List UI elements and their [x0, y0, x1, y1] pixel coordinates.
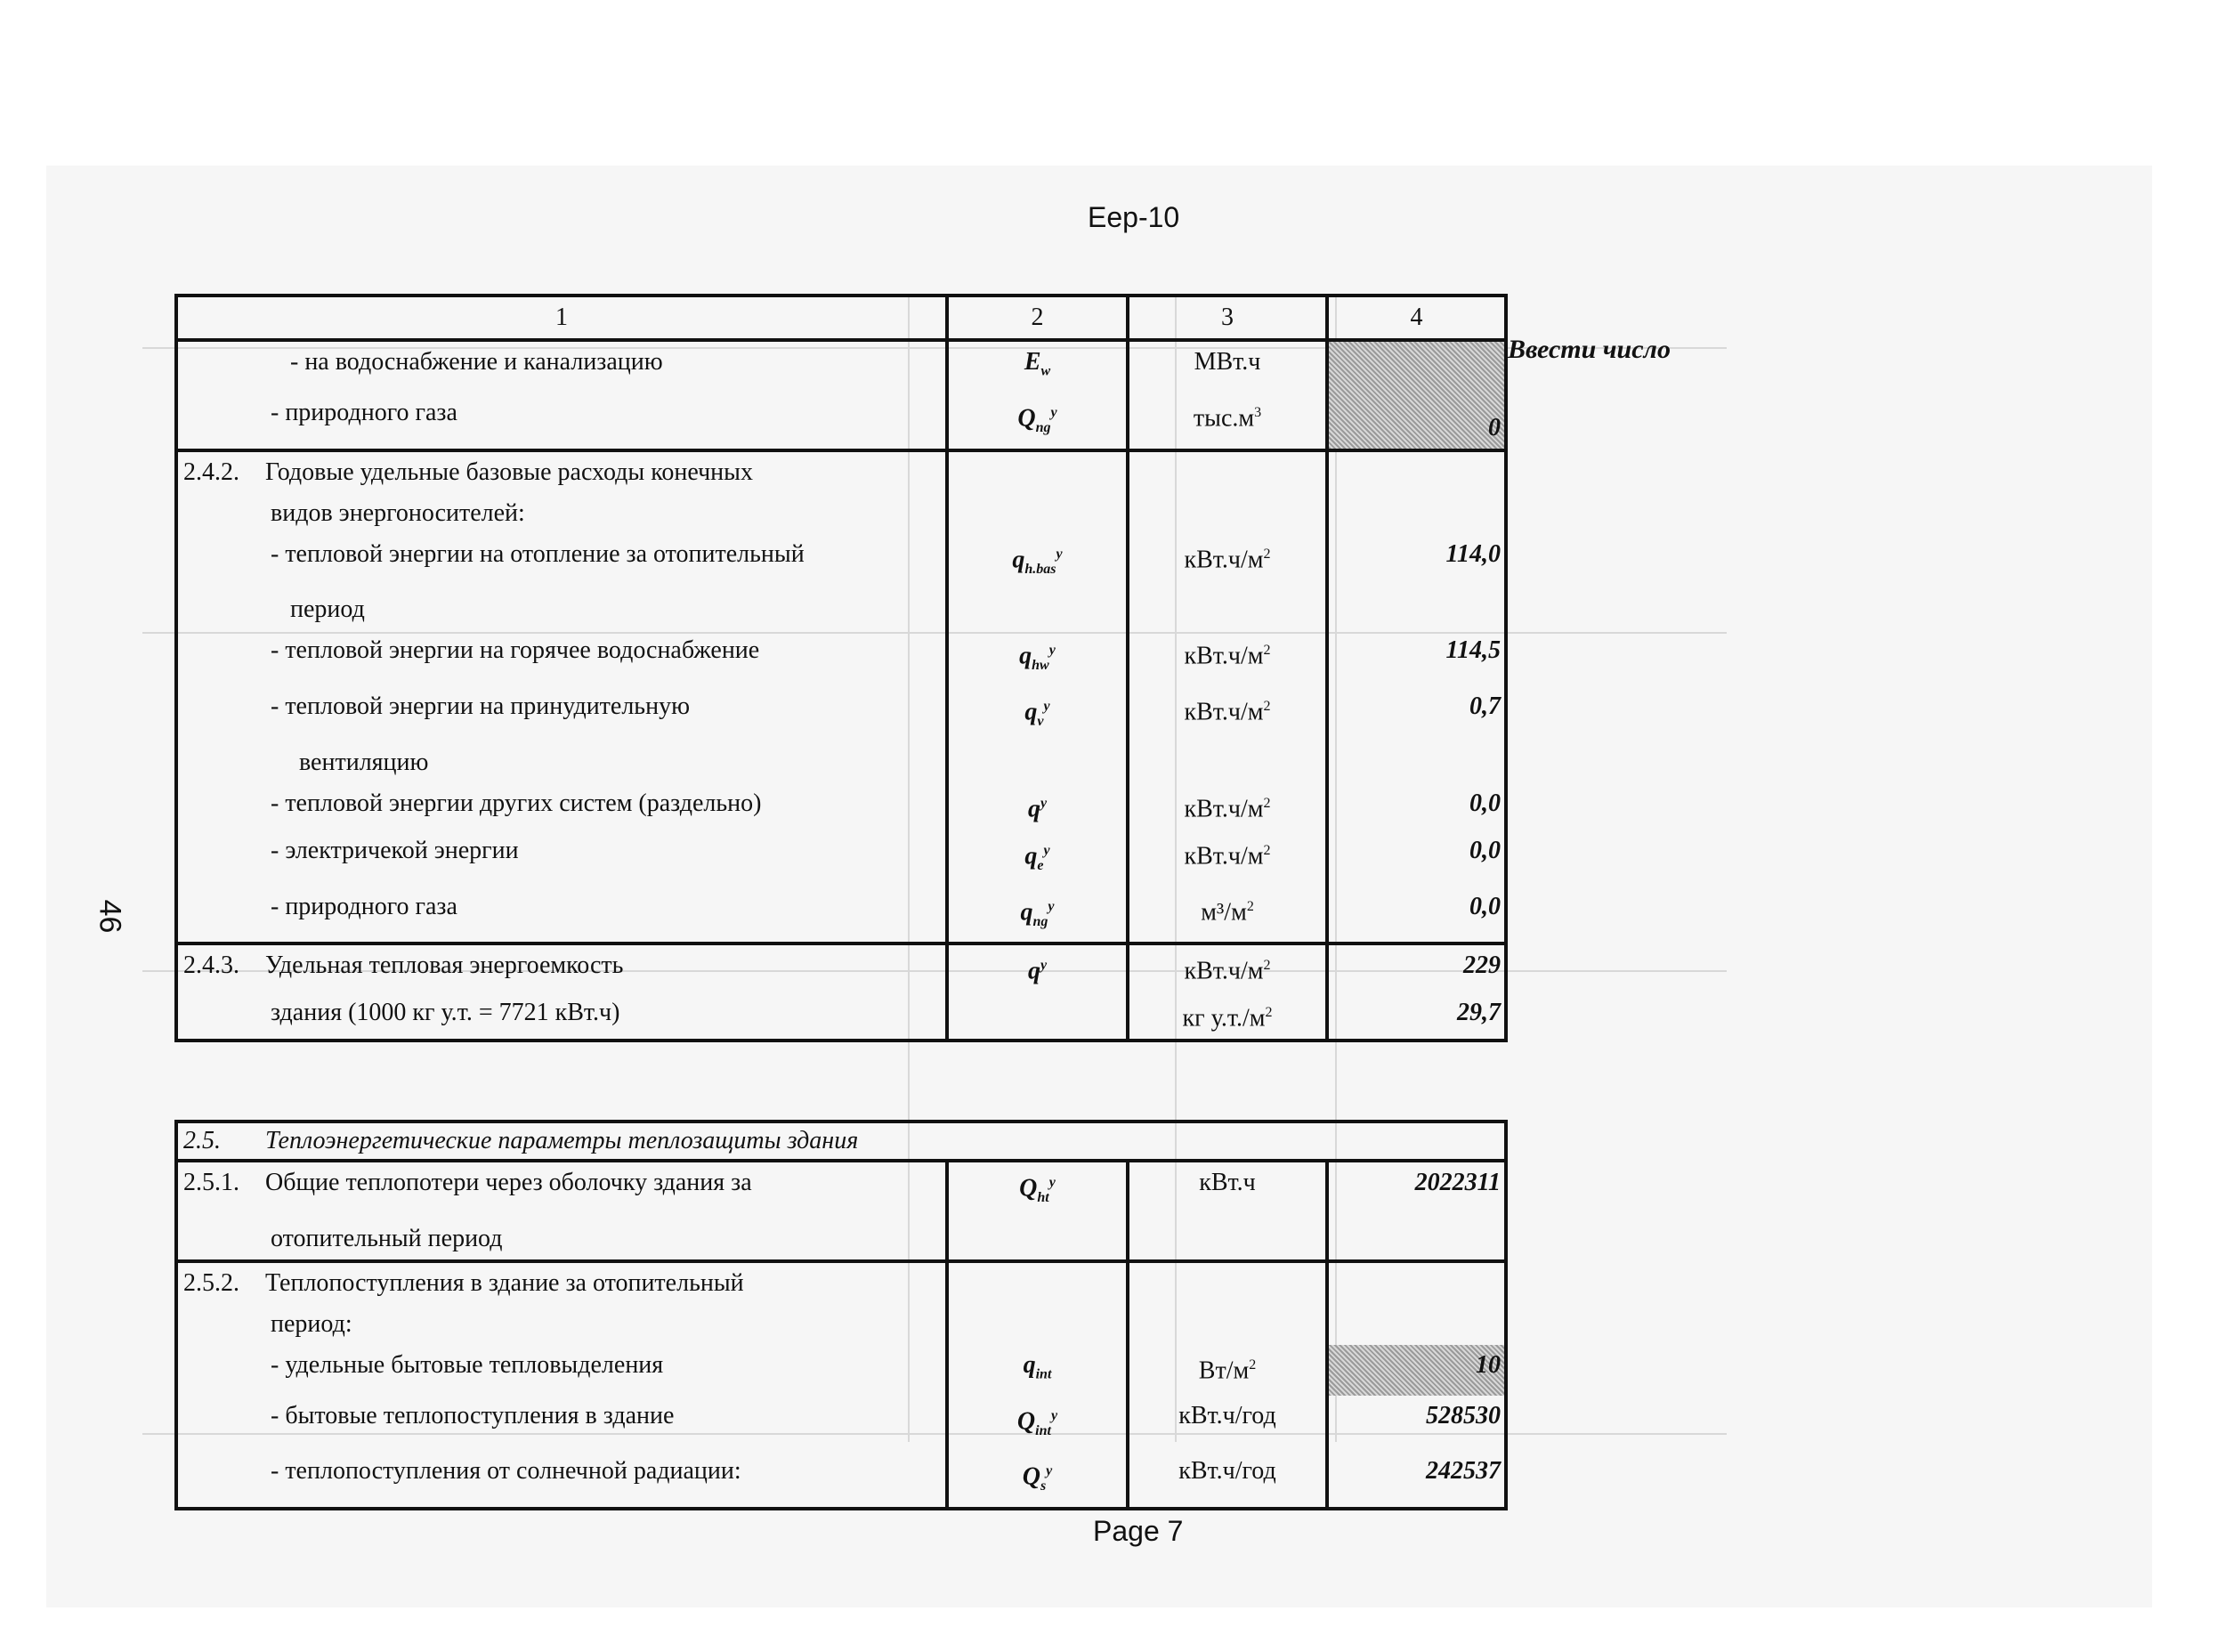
col-header-3: 3 — [1128, 296, 1327, 340]
column-header-row — [176, 296, 1506, 340]
table-row: - природного газа $q_{ng}^y$ $м^3/м^2$ 0,0 — [176, 887, 1506, 944]
table-row: - удельные бытовые тепловыделения $q_{int}$ $Вт/м^2$ 10 — [176, 1345, 1506, 1396]
table-row: - тепловой энергии на принудительную $q_v^y$ $кВт.ч/м^2$ 0,7 — [176, 686, 1506, 742]
input-cell-gas[interactable]: 0 — [1327, 340, 1506, 450]
section-number: 2.5. — [183, 1127, 221, 1154]
table-row: период — [176, 589, 1506, 630]
section-title: Теплоэнергетические параметры теплозащиты здания — [265, 1127, 859, 1154]
col-header-4: 4 — [1327, 296, 1506, 340]
table-row: 2.5.1. Общие теплопотери через оболочку здания за $Q_{ht}^y$ кВт.ч 2022311 — [176, 1161, 1506, 1219]
table-row: - тепловой энергии других систем (раздельно) $q^y$ $кВт.ч/м^2$ 0,0 — [176, 783, 1506, 830]
table-row: видов энергоносителей: — [176, 493, 1506, 534]
enter-number-note: Ввести число — [1508, 335, 1671, 364]
col-header-1: 1 — [176, 296, 947, 340]
table-row: 2.5.2. Теплопоступления в здание за отопительный — [176, 1261, 1506, 1304]
table-row: период: — [176, 1304, 1506, 1345]
table-row: 2.4.2. Годовые удельные базовые расходы конечных — [176, 450, 1506, 493]
table-row: 2.4.3. Удельная тепловая энергоемкость $q^y$ $кВт.ч/м^2$ 229 — [176, 943, 1506, 992]
table-row: - электричекой энергии $q_e^y$ $кВт.ч/м^2$ 0,0 — [176, 830, 1506, 887]
page-footer: Page 7 — [1093, 1515, 1184, 1547]
table-row: - природного газа $Q_{ng}^y$ $тыс.м^3$ — [176, 393, 1506, 450]
page-header: Eep-10 — [1088, 201, 1180, 233]
input-cell-heat-gain[interactable]: 10 — [1327, 1345, 1506, 1396]
table-row: - тепловой энергии на отопление за отопительный $q_{h.bas}^y$ $кВт.ч/м^2$ 114,0 — [176, 534, 1506, 590]
table-row: отопительный период — [176, 1219, 1506, 1261]
table-row: - на водоснабжение и канализацию $E_w$ МВт.ч 0 — [176, 340, 1506, 393]
table-row: вентиляцию — [176, 742, 1506, 783]
table-row: здания (1000 кг у.т. = 7721 кВт.ч) кг $у.т./м^2$ 29,7 — [176, 992, 1506, 1041]
table-row: - бытовые теплопоступления в здание $Q_{int}^y$ кВт.ч/год 528530 — [176, 1396, 1506, 1452]
col-header-2: 2 — [947, 296, 1128, 340]
section-title-row — [176, 1122, 1506, 1161]
side-page-number: 46 — [93, 899, 127, 934]
thermal-table — [174, 1120, 1508, 1510]
energy-table — [174, 294, 1508, 1042]
table-row: - теплопоступления от солнечной радиации: $Q_s^y$ кВт.ч/год 242537 — [176, 1451, 1506, 1509]
table-row: - тепловой энергии на горячее водоснабжение $q_{hw}^y$ $кВт.ч/м^2$ 114,5 — [176, 630, 1506, 686]
